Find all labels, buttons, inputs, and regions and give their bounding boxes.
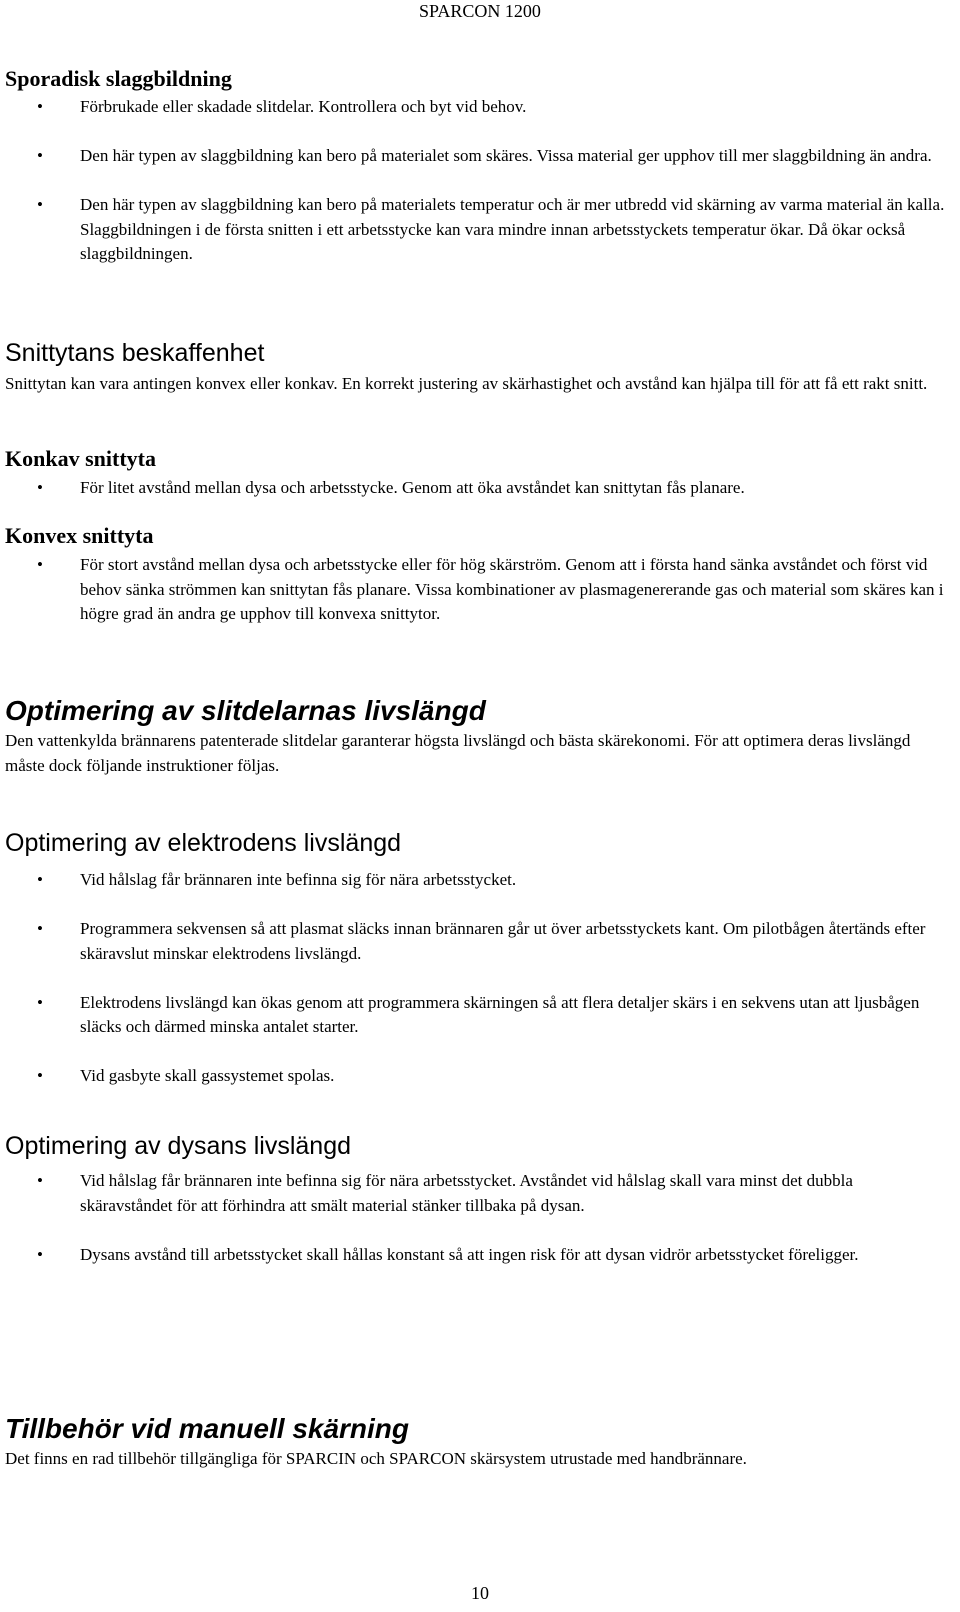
heading-konkav: Konkav snittyta — [5, 446, 156, 471]
paragraph-slitdelar: Den vattenkylda brännarens patenterade slitdelar garanterar högsta livslängd och bästa skärekonomi. För att optimera deras livslängd måste dock följande instruktioner följas. — [5, 731, 911, 775]
heading-tillbehor: Tillbehör vid manuell skärning — [5, 1413, 410, 1444]
bullet-icon: • — [37, 919, 43, 938]
list-item: • Vid hålslag får brännaren inte befinna sig för nära arbetsstycket. — [5, 868, 945, 893]
bullet-icon: • — [37, 1244, 43, 1264]
list-item: • Vid gasbyte skall gassystemet spolas. — [5, 1064, 945, 1089]
bullet-icon: • — [37, 555, 43, 574]
heading-slitdelar: Optimering av slitdelarnas livslängd — [5, 695, 486, 726]
bullet-list-dysa — [5, 1169, 945, 1267]
list-item: • Vid hålslag får brännaren inte befinna sig för nära arbetsstycket. Avståndet vid hålslag skall vara minst det dubbla skäravståndet för att förhindra att smält material stänker tillbaka på dysan. — [37, 1171, 853, 1215]
bullet-list-sporadisk — [5, 95, 945, 267]
bullet-icon: • — [37, 146, 43, 165]
bullet-list-elektrod — [5, 868, 945, 1089]
section-konvex — [5, 523, 945, 627]
bullet-list-konkav — [5, 476, 945, 501]
section-dysa — [5, 1131, 945, 1267]
list-item: • Dysans avstånd till arbetsstycket skall hållas konstant så att ingen risk för att dysan vidrör arbetsstycket föreligger. — [5, 1243, 945, 1268]
section-tillbehor — [5, 1413, 945, 1472]
heading-konvex: Konvex snittyta — [5, 523, 154, 548]
heading-elektrod: Optimering av elektrodens livslängd — [5, 829, 402, 857]
list-item: • Programmera sekvensen så att plasmat släcks innan brännaren går ut över arbetsstyckets kant. Om pilotbågen återtänds efter skäravslut minskar elektrodens livslängd. — [37, 919, 926, 963]
bullet-icon: • — [37, 992, 43, 1012]
heading-sporadisk: Sporadisk slaggbildning — [5, 66, 232, 91]
heading-dysa: Optimering av dysans livslängd — [5, 1132, 351, 1160]
running-header: SPARCON 1200 — [419, 1, 541, 21]
paragraph-snittytans: Snittytan kan vara antingen konvex eller konkav. En korrekt justering av skärhastighet och avstånd kan hjälpa till för att få ett rakt snitt. — [5, 374, 928, 393]
list-item: • Förbrukade eller skadade slitdelar. Kontrollera och byt vid behov. — [5, 95, 945, 120]
section-sporadisk — [5, 66, 945, 267]
bullet-icon: • — [37, 870, 43, 889]
paragraph-tillbehor: Det finns en rad tillbehör tillgängliga för SPARCIN och SPARCON skärsystem utrustade med handbrännare. — [5, 1449, 747, 1468]
bullet-list-konvex — [5, 553, 945, 627]
list-item: • Den här typen av slaggbildning kan bero på materialets temperatur och är mer utbredd vid skärning av varma material än kalla. Slaggbildningen i de första snitten i ett arbetsstycke kan vara mindre innan arbetsstyckets temperatur ökar. Då ökar också slaggbildningen. — [37, 195, 945, 263]
list-item: • För stort avstånd mellan dysa och arbetsstycke eller för hög skärström. Genom att i första hand sänka avståndet och först vid behov sänka strömmen kan snittytan fås planare. Vissa kombinationer av plasmagenererande gas och material som skäres kan i högre grad än andra ge upphov till konvexa snittytor. — [37, 555, 944, 623]
bullet-icon: • — [37, 195, 43, 214]
section-snittytans — [5, 338, 945, 397]
section-slitdelar — [5, 695, 945, 778]
bullet-icon: • — [37, 478, 43, 497]
bullet-icon: • — [37, 1066, 43, 1085]
list-item: • Elektrodens livslängd kan ökas genom att programmera skärningen så att flera detaljer skärs i en sekvens utan att ljusbågen släcks och därmed minska antalet starter. — [37, 992, 920, 1036]
page-number: 10 — [471, 1583, 489, 1603]
section-elektrod — [5, 828, 945, 1089]
list-item: • För litet avstånd mellan dysa och arbetsstycke. Genom att öka avståndet kan snittytan fås planare. — [5, 476, 945, 501]
list-item: • Den här typen av slaggbildning kan bero på materialet som skäres. Vissa material ger upphov till mer slaggbildning än andra. — [5, 144, 945, 169]
section-konkav — [5, 446, 945, 501]
bullet-icon: • — [37, 1171, 43, 1190]
bullet-icon: • — [37, 97, 43, 116]
heading-snittytans: Snittytans beskaffenhet — [5, 339, 265, 367]
